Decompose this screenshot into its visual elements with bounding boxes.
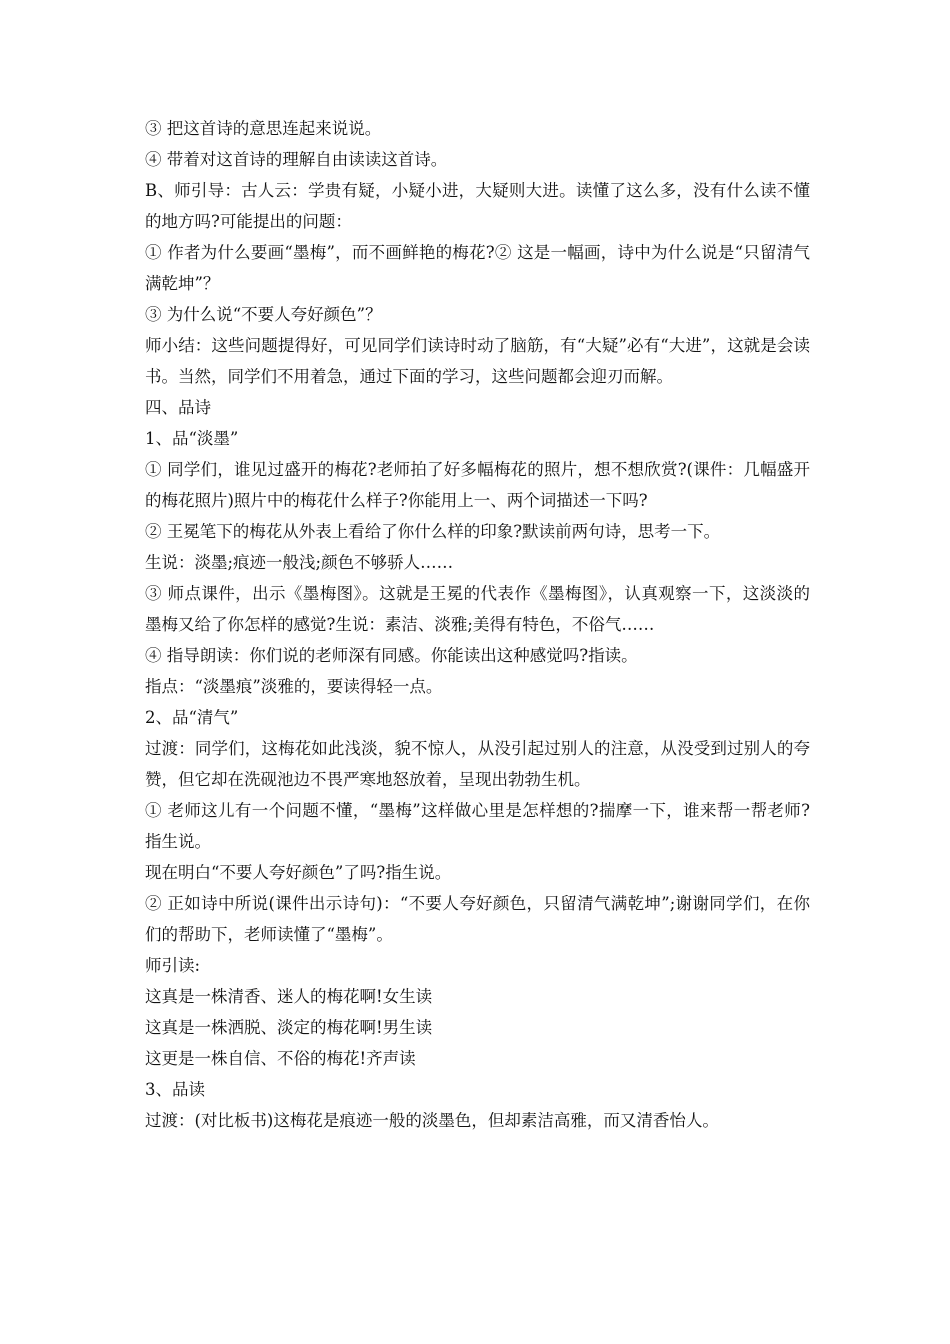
teacher-summary: 师小结：这些问题提得好，可见同学们读诗时动了脑筋，有“大疑”必有“大进”，这就是会读书。当然，同学们不用着急，通过下面的学习，这些问题都会迎刃而解。 — [145, 336, 810, 386]
student-answer-1: 生说：淡墨;痕迹一般浅;颜色不够骄人…… — [145, 553, 454, 572]
transition-1: 过渡：同学们，这梅花如此浅淡，貌不惊人，从没引起过别人的注意，从没受到过别人的夸赞，但它却在洗砚池边不畏严寒地怒放着，呈现出勃勃生机。 — [145, 739, 810, 789]
question-1-2: ① 作者为什么要画“墨梅”，而不画鲜艳的梅花?② 这是一幅画，诗中为什么说是“只留清气满乾坤”？ — [145, 243, 810, 293]
subheading-3: 3、品读 — [145, 1080, 205, 1099]
item-1-question: ① 老师这儿有一个问题不懂，“墨梅”这样做心里是怎样想的?揣摩一下，谁来帮一帮老师?指生说。 — [145, 801, 810, 851]
section-heading-4: 四、品诗 — [145, 398, 211, 417]
step-4-free-reading: ④ 带着对这首诗的理解自由读读这首诗。 — [145, 150, 448, 169]
item-2-poem-line: ② 正如诗中所说(课件出示诗句)：“不要人夸好颜色，只留清气满乾坤”;谢谢同学们，在你们的帮助下，老师读懂了“墨梅”。 — [145, 894, 810, 944]
item-2-impression: ② 王冕笔下的梅花从外表上看给了你什么样的印象?默读前两句诗，思考一下。 — [145, 522, 721, 541]
reading-tip: 指点：“淡墨痕”淡雅的，要读得轻一点。 — [145, 677, 443, 696]
teacher-guidance-b: B、师引导：古人云：学贵有疑，小疑小进，大疑则大进。读懂了这么多，没有什么读不懂的地方吗?可能提出的问题： — [145, 181, 810, 231]
subheading-2: 2、品“清气” — [145, 708, 239, 727]
question-3: ③ 为什么说“不要人夸好颜色”？ — [145, 305, 382, 324]
item-3-painting: ③ 师点课件，出示《墨梅图》。这就是王冕的代表作《墨梅图》，认真观察一下，这淡淡的墨梅又给了你怎样的感觉?生说：素洁、淡雅;美得有特色，不俗气…… — [145, 584, 810, 634]
teacher-lead-reading: 师引读: — [145, 956, 201, 975]
reading-line-all: 这更是一株自信、不俗的梅花!齐声读 — [145, 1049, 416, 1068]
understanding-check: 现在明白“不要人夸好颜色”了吗?指生说。 — [145, 863, 452, 882]
step-3-paraphrase: ③ 把这首诗的意思连起来说说。 — [145, 119, 382, 138]
subheading-1: 1、品“淡墨” — [145, 429, 239, 448]
item-1-photos: ① 同学们，谁见过盛开的梅花?老师拍了好多幅梅花的照片，想不想欣赏?(课件：几幅盛开的梅花照片)照片中的梅花什么样子?你能用上一、两个词描述一下吗? — [145, 460, 810, 510]
transition-2: 过渡：(对比板书)这梅花是痕迹一般的淡墨色，但却素洁高雅，而又清香怡人。 — [145, 1111, 719, 1130]
reading-line-boys: 这真是一株洒脱、淡定的梅花啊!男生读 — [145, 1018, 433, 1037]
reading-line-girls: 这真是一株清香、迷人的梅花啊!女生读 — [145, 987, 433, 1006]
document-body — [145, 113, 810, 1136]
item-4-reading: ④ 指导朗读：你们说的老师深有同感。你能读出这种感觉吗?指读。 — [145, 646, 638, 665]
